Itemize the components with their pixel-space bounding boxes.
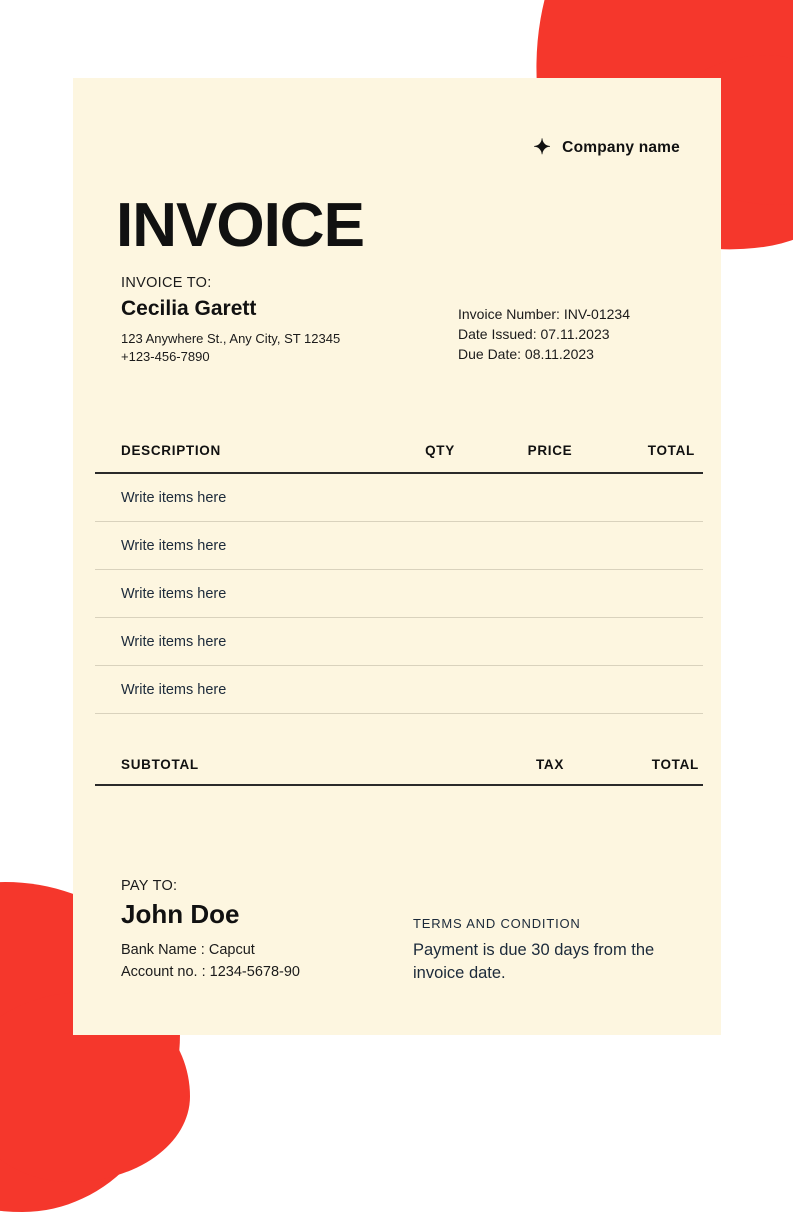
table-header-row xyxy=(95,428,703,474)
bill-to-address: 123 Anywhere St., Any City, ST 12345 xyxy=(121,331,341,346)
cell-description[interactable]: Write items here xyxy=(121,489,227,506)
cell-description[interactable]: Write items here xyxy=(121,537,227,554)
cell-description[interactable]: Write items here xyxy=(121,585,227,602)
page-title: INVOICE xyxy=(116,191,364,260)
bill-to-name: Cecilia Garett xyxy=(121,297,257,320)
invoice-card xyxy=(73,78,721,1035)
terms-label: TERMS AND CONDITION xyxy=(413,916,581,931)
account-number: Account no. : 1234-5678-90 xyxy=(121,963,300,980)
company-name: Company name xyxy=(562,139,680,156)
items-table xyxy=(95,428,703,786)
invoice-number: Invoice Number: INV-01234 xyxy=(458,306,630,322)
bill-to-block xyxy=(121,275,461,365)
bill-to-phone: +123-456-7890 xyxy=(121,348,210,364)
table-row[interactable] xyxy=(95,522,703,570)
sparkle-icon: ✦ xyxy=(533,136,552,159)
date-issued: Date Issued: 07.11.2023 xyxy=(458,325,610,342)
table-row[interactable] xyxy=(95,570,703,618)
header-description: DESCRIPTION xyxy=(121,442,221,458)
header-price: PRICE xyxy=(527,442,573,458)
totals-row xyxy=(95,744,703,786)
pay-to-name: John Doe xyxy=(121,899,240,929)
header-qty: QTY xyxy=(425,442,455,458)
company-brand xyxy=(532,138,680,158)
terms-text: Payment is due 30 days from the invoice date. xyxy=(413,941,655,983)
subtotal-label: SUBTOTAL xyxy=(121,756,199,772)
bank-name: Bank Name : Capcut xyxy=(121,942,255,958)
pay-to-label: PAY TO: xyxy=(121,878,178,894)
cell-description[interactable]: Write items here xyxy=(121,681,227,698)
invoice-meta-block xyxy=(458,305,630,365)
table-row[interactable] xyxy=(95,618,703,666)
due-date: Due Date: 08.11.2023 xyxy=(458,345,594,362)
table-row[interactable] xyxy=(95,474,703,522)
header-total: TOTAL xyxy=(647,442,695,458)
grand-total-label: TOTAL xyxy=(651,756,699,772)
tax-label: TAX xyxy=(535,756,565,772)
bill-to-label: INVOICE TO: xyxy=(121,275,212,291)
cell-description[interactable]: Write items here xyxy=(121,633,227,650)
table-row[interactable] xyxy=(95,666,703,714)
terms-block xyxy=(413,916,693,985)
pay-to-block xyxy=(121,878,411,984)
